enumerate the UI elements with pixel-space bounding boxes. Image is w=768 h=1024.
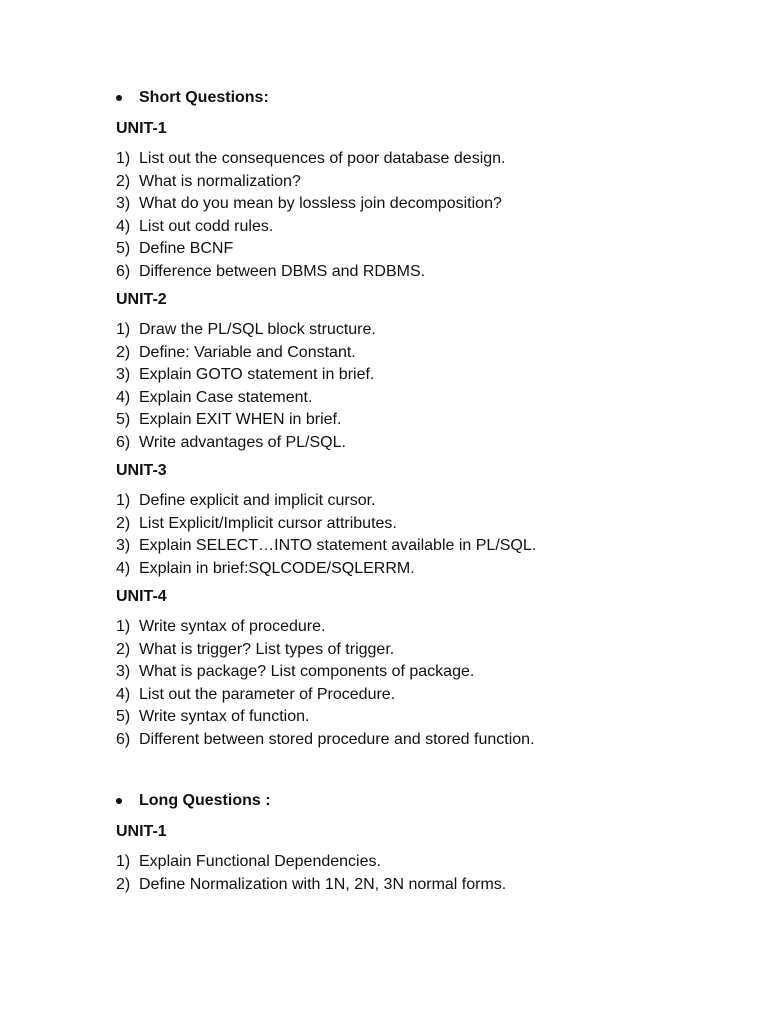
question-list [116, 319, 716, 454]
list-item [116, 490, 716, 513]
question-text: List Explicit/Implicit cursor attributes. [139, 514, 397, 532]
list-item [116, 616, 716, 639]
question-number: 2) [116, 640, 131, 658]
section-heading-text: Short Questions: [139, 89, 269, 106]
list-item [116, 364, 716, 387]
question-number: 4) [116, 685, 131, 703]
section-heading [116, 787, 716, 815]
list-item [116, 319, 716, 342]
question-number: 1) [116, 853, 131, 870]
question-text: Define: Variable and Constant. [139, 343, 356, 361]
question-text: List out the consequences of poor database design. [139, 150, 506, 167]
question-text: Explain Functional Dependencies. [139, 853, 381, 870]
question-number: 5) [116, 708, 131, 725]
question-text: Explain SELECT…INTO statement available in PL/SQL. [139, 537, 537, 554]
bullet-icon [116, 798, 122, 804]
list-item [116, 387, 716, 410]
unit-block [116, 288, 716, 454]
document-page [116, 84, 716, 900]
list-item [116, 342, 716, 365]
question-text: What is trigger? List types of trigger. [139, 640, 395, 658]
question-number: 3) [116, 366, 131, 383]
unit-heading: UNIT-3 [116, 462, 167, 479]
list-item [116, 874, 716, 897]
list-item [116, 193, 716, 216]
question-text: What do you mean by lossless join decomposition? [139, 195, 502, 212]
unit-heading: UNIT-2 [116, 291, 167, 308]
question-text: Explain GOTO statement in brief. [139, 366, 375, 383]
question-number: 6) [116, 730, 131, 748]
question-text: Write syntax of procedure. [139, 618, 326, 635]
unit-heading: UNIT-1 [116, 120, 167, 137]
unit-block [116, 820, 716, 896]
list-item [116, 216, 716, 239]
question-number: 5) [116, 240, 131, 257]
question-list [116, 851, 716, 896]
unit-heading: UNIT-1 [116, 823, 167, 840]
question-number: 6) [116, 262, 131, 280]
list-item [116, 558, 716, 581]
question-list [116, 148, 716, 283]
question-number: 2) [116, 172, 131, 190]
question-text: List out codd rules. [139, 217, 274, 235]
unit-block [116, 585, 716, 751]
question-text: What is package? List components of package. [139, 663, 475, 680]
question-text: Define explicit and implicit cursor. [139, 492, 376, 509]
question-number: 4) [116, 217, 131, 235]
list-item [116, 535, 716, 558]
question-text: List out the parameter of Procedure. [139, 685, 396, 703]
list-item [116, 432, 716, 455]
list-item [116, 706, 716, 729]
question-text: Explain Case statement. [139, 388, 313, 406]
question-number: 3) [116, 663, 131, 680]
list-item [116, 661, 716, 684]
question-number: 1) [116, 492, 131, 509]
section-spacer [116, 755, 716, 787]
question-text: What is normalization? [139, 172, 301, 190]
question-text: Different between stored procedure and stored function. [139, 730, 535, 748]
question-text: Define BCNF [139, 240, 234, 257]
section-heading [116, 84, 716, 112]
list-item [116, 171, 716, 194]
list-item [116, 513, 716, 536]
question-number: 3) [116, 537, 131, 554]
question-list [116, 490, 716, 580]
question-number: 5) [116, 411, 131, 428]
question-number: 4) [116, 559, 131, 577]
list-item [116, 729, 716, 752]
unit-heading: UNIT-4 [116, 588, 167, 605]
question-text: Write advantages of PL/SQL. [139, 433, 346, 451]
question-number: 1) [116, 321, 131, 338]
section-long-questions [116, 787, 716, 896]
question-number: 2) [116, 875, 131, 893]
question-number: 1) [116, 618, 131, 635]
question-number: 6) [116, 433, 131, 451]
list-item [116, 684, 716, 707]
list-item [116, 409, 716, 432]
question-text: Define Normalization with 1N, 2N, 3N normal forms. [139, 875, 507, 893]
question-number: 4) [116, 388, 131, 406]
question-text: Write syntax of function. [139, 708, 310, 725]
list-item [116, 639, 716, 662]
section-short-questions [116, 84, 716, 751]
unit-block [116, 117, 716, 283]
question-text: Difference between DBMS and RDBMS. [139, 262, 426, 280]
question-list [116, 616, 716, 751]
bullet-icon [116, 95, 122, 101]
list-item [116, 238, 716, 261]
question-number: 2) [116, 514, 131, 532]
list-item [116, 261, 716, 284]
question-number: 3) [116, 195, 131, 212]
unit-block [116, 459, 716, 580]
question-text: Explain in brief:SQLCODE/SQLERRM. [139, 559, 415, 577]
section-heading-text: Long Questions : [139, 792, 271, 809]
question-text: Explain EXIT WHEN in brief. [139, 411, 342, 428]
list-item [116, 851, 716, 874]
question-number: 2) [116, 343, 131, 361]
question-number: 1) [116, 150, 131, 167]
list-item [116, 148, 716, 171]
question-text: Draw the PL/SQL block structure. [139, 321, 376, 338]
